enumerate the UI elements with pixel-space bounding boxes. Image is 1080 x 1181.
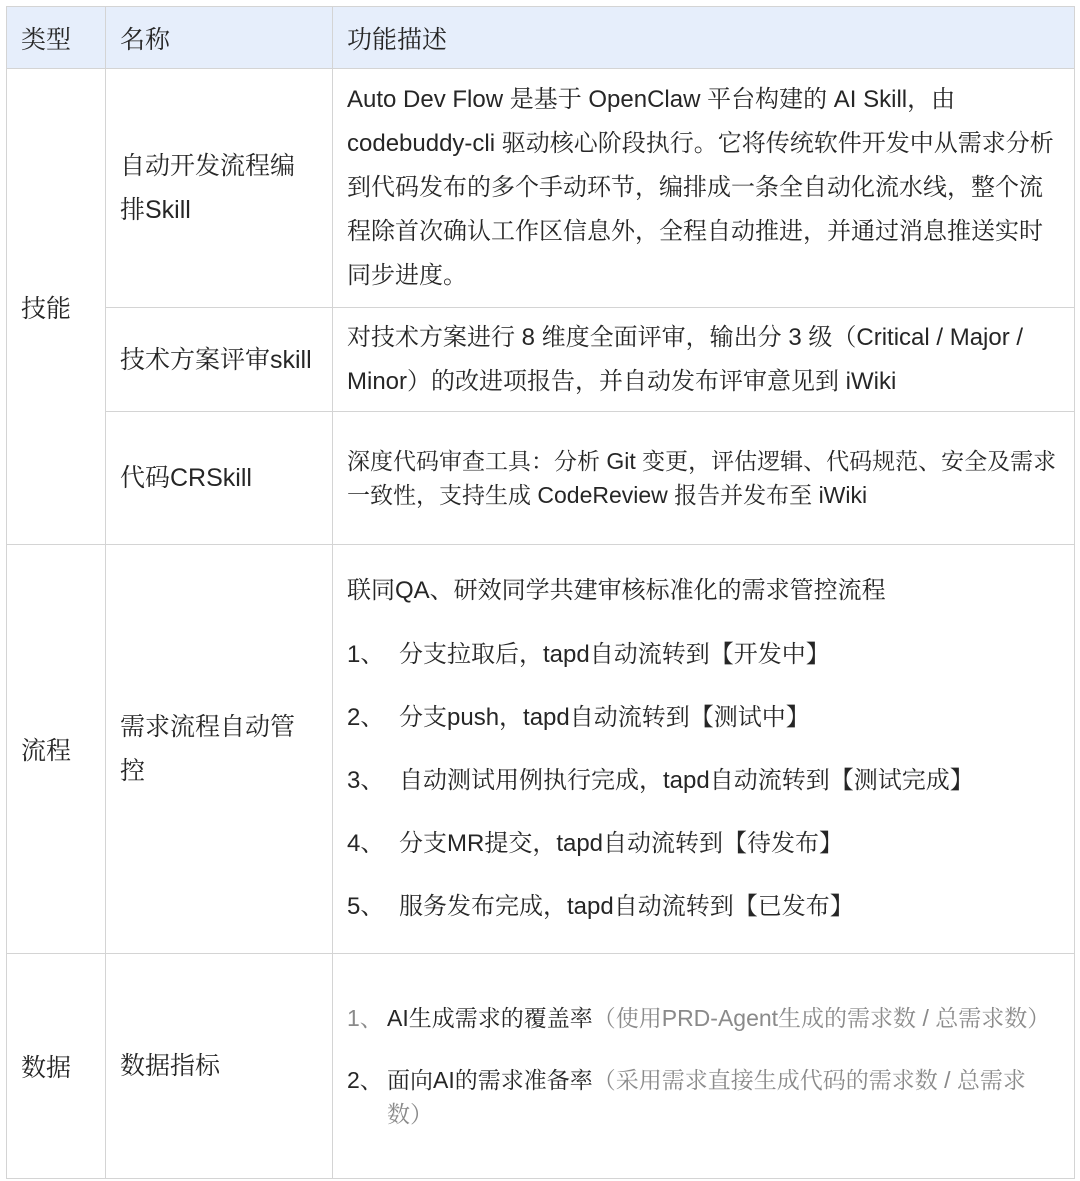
desc-cell: 对技术方案进行 8 维度全面评审，输出分 3 级（Critical / Major / Minor）的改进项报告，并自动发布评审意见到 iWiki [333,308,1075,412]
header-desc: 功能描述 [333,7,1075,69]
header-row [7,7,1075,69]
step-number: 3、 [347,767,385,794]
table-row [7,545,1075,954]
step-number: 5、 [347,893,385,920]
desc-cell: 深度代码审查工具：分析 Git 变更，评估逻辑、代码规范、安全及需求一致性，支持生成 CodeReview 报告并发布至 iWiki [333,412,1075,545]
metric-item [347,1063,1060,1131]
type-cell-data: 数据 [7,954,106,1179]
table-row [7,412,1075,545]
step-text: 自动测试用例执行完成，tapd自动流转到【测试完成】 [399,767,974,794]
flow-step [347,822,1060,866]
metric-item [347,1001,1060,1035]
flow-step [347,885,1060,929]
name-cell: 代码CRSkill [106,412,333,545]
metric-note: （采用需求直接生成代码的需求数 / 总需求数） [387,1067,1026,1127]
header-name: 名称 [106,7,333,69]
step-number: 2、 [347,704,385,731]
metric-number: 2、 [347,1067,383,1093]
header-type: 类型 [7,7,106,69]
name-cell: 技术方案评审skill [106,308,333,412]
metric-note: （使用PRD-Agent生成的需求数 / 总需求数） [592,1005,1051,1031]
desc-cell: Auto Dev Flow 是基于 OpenClaw 平台构建的 AI Skill，由 codebuddy-cli 驱动核心阶段执行。它将传统软件开发中从需求分析到代码发布的多个手动环节，编排成一条全自动化流水线，整个流程除首次确认工作区信息外，全程自动推进，并通过消息推送实时同步进度。 [333,69,1075,308]
step-number: 1、 [347,641,385,668]
type-cell-flow: 流程 [7,545,106,954]
flow-desc-cell [333,545,1075,954]
step-text: 分支MR提交，tapd自动流转到【待发布】 [399,830,844,857]
name-cell: 数据指标 [106,954,333,1179]
metric-title: 面向AI的需求准备率 [387,1067,593,1093]
flow-step [347,696,1060,740]
metric-text [387,1063,1060,1131]
name-cell: 自动开发流程编排Skill [106,69,333,308]
type-cell-skill: 技能 [7,69,106,545]
step-text: 服务发布完成，tapd自动流转到【已发布】 [399,893,854,920]
metric-title: AI生成需求的覆盖率 [387,1005,593,1031]
metric-text [387,1001,1050,1035]
metrics-desc-cell [333,954,1075,1179]
table-row [7,69,1075,308]
feature-table [6,6,1075,1179]
metric-number: 1、 [347,1005,383,1031]
step-number: 4、 [347,830,385,857]
step-text: 分支push，tapd自动流转到【测试中】 [399,704,810,731]
flow-intro: 联同QA、研效同学共建审核标准化的需求管控流程 [347,577,886,604]
flow-step [347,759,1060,803]
name-cell: 需求流程自动管控 [106,545,333,954]
table-row [7,954,1075,1179]
step-text: 分支拉取后，tapd自动流转到【开发中】 [399,641,830,668]
table-row [7,308,1075,412]
flow-step [347,633,1060,677]
